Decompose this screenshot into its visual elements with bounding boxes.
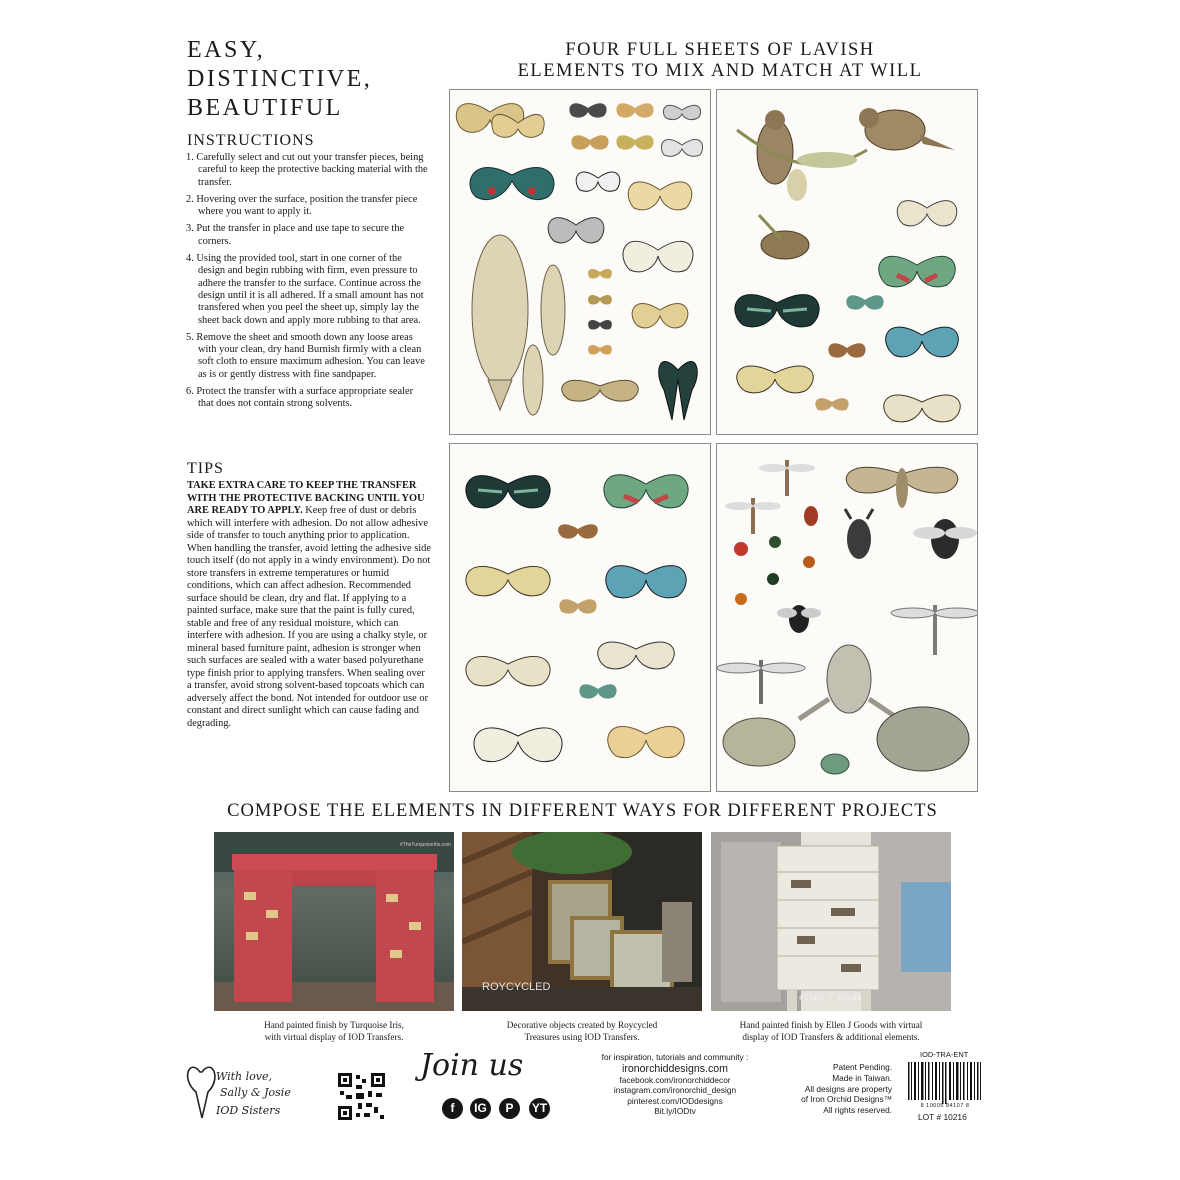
butterfly-icon [466, 656, 550, 685]
beetle-icon [845, 509, 873, 559]
butterfly-icon [466, 476, 550, 508]
frog-icon [821, 754, 849, 774]
frog-icon [877, 707, 969, 771]
beetle-icon [803, 556, 815, 568]
butterfly-icon [606, 566, 686, 598]
tips-heading: TIPS [187, 460, 224, 477]
beetle-icon [767, 573, 779, 585]
butterfly-icon [886, 327, 959, 357]
butterfly-icon [588, 345, 612, 355]
bee-icon [777, 605, 821, 633]
bird-icon [859, 108, 955, 150]
transfer-sheet-birds-butterflies [716, 89, 978, 435]
beetle-icon [804, 506, 818, 526]
compose-title: COMPOSE THE ELEMENTS IN DIFFERENT WAYS FOR DIFFERENT PROJECTS [227, 801, 938, 821]
butterfly-icon [632, 303, 688, 327]
barcode-number: 8 10005 84107 8 [920, 1103, 970, 1109]
signature-logo [186, 1058, 316, 1128]
butterfly-icon [879, 256, 955, 287]
transfer-sheet-butterflies [449, 443, 711, 792]
svg-text:With love,: With love, [216, 1070, 272, 1083]
butterfly-icon [735, 295, 819, 327]
butterfly-icon [616, 135, 653, 149]
fish-icon [472, 235, 528, 410]
dragonfly-icon [717, 660, 805, 704]
barcode [902, 1050, 988, 1120]
bird-icon [759, 215, 809, 259]
community-links [580, 1052, 770, 1117]
dragonfly-icon [725, 498, 781, 534]
butterfly-icon [659, 362, 698, 420]
moth-icon [558, 524, 598, 538]
butterfly-icon [579, 684, 616, 698]
instruction-step: 1. Carefully select and cut out your transfer pieces, being careful to keep the protective backing material with the transfer. [186, 152, 428, 188]
youtube-link[interactable]: Bit.ly/IODtv [654, 1106, 696, 1117]
butterfly-icon [598, 642, 674, 669]
butterfly-icon [588, 269, 612, 279]
butterfly-icon [815, 398, 848, 410]
moth-icon [562, 380, 638, 401]
caption-line: with virtual display of IOD Transfers. [264, 1032, 404, 1042]
butterfly-icon [466, 566, 550, 595]
legal-line: All rights reserved. [823, 1105, 892, 1116]
project-photo-frames [462, 832, 702, 1011]
sku-code: IOD-TRA-ENT [920, 1050, 969, 1059]
photo-watermark: #TheTurquoiseIris.com [400, 842, 451, 848]
desk-illustration [214, 832, 454, 1011]
butterfly-icon [628, 182, 691, 210]
photo-watermark: ellen j goods [799, 994, 862, 1003]
photo-caption [462, 1019, 702, 1043]
instructions-list [186, 152, 430, 416]
butterfly-icon [588, 295, 612, 305]
photo-caption [214, 1019, 454, 1043]
caption-line: Hand painted finish by Ellen J Goods with virtual [739, 1020, 923, 1030]
facebook-icon[interactable]: f [442, 1098, 463, 1119]
website-link[interactable]: ironorchiddesigns.com [622, 1062, 728, 1075]
butterfly-icon [663, 105, 700, 119]
instructions-heading: INSTRUCTIONS [187, 132, 315, 149]
tips-paragraph [187, 480, 431, 730]
sheets-title-line: ELEMENTS TO MIX AND MATCH AT WILL [517, 61, 923, 81]
instagram-link[interactable]: instagram.com/ironorchid_design [613, 1085, 737, 1096]
project-photo-dresser [711, 832, 951, 1011]
instruction-step: 6. Protect the transfer with a surface appropriate sealer that does not contain strong solvents. [186, 386, 414, 410]
butterfly-icon [884, 395, 960, 422]
butterfly-icon [569, 103, 606, 117]
project-photo-desk [214, 832, 454, 1011]
headline-line: EASY, [187, 37, 266, 63]
sheet-illustrations [717, 90, 977, 434]
fish-icon [541, 265, 565, 355]
legal-line: Made in Taiwan. [832, 1072, 892, 1083]
fish-icon [523, 345, 543, 415]
legal-line: Patent Pending. [832, 1062, 892, 1072]
instruction-step: 2. Hovering over the surface, position the transfer piece where you want to apply it. [186, 193, 418, 218]
sheets-title [440, 40, 1000, 82]
pinterest-link[interactable]: pinterest.com/IODdesigns [627, 1095, 723, 1106]
butterfly-icon [828, 343, 865, 357]
photo-caption [711, 1019, 951, 1043]
headline [187, 36, 437, 123]
sheets-title-line: FOUR FULL SHEETS OF LAVISH [565, 40, 875, 60]
join-us-label: Join us [420, 1048, 524, 1083]
tips-bold-lead: TAKE EXTRA CARE TO KEEP THE TRANSFER WITH THE PROTECTIVE BACKING UNTIL YOU ARE READY TO APPLY. [187, 480, 425, 516]
lot-number: LOT # 10216 [918, 1112, 967, 1122]
butterfly-icon [571, 135, 608, 149]
beetle-icon [913, 519, 977, 559]
butterfly-icon [548, 218, 604, 243]
tips-body-text: Keep free of dust or debris which will interfere with adhesion. Do not allow adhesive side of transfer to touch anything prior to application. When handling the transfer, avoid letting the adhesive side touch itself (do not apply in a windy environment). Do not store transfers in extreme temperatures or humid conditions, which can affect adhesion. Recommended surface should be clean, dry and flat. If applying to a painted surface, make sure that the paint is fully cured, stable and free of any residual moisture, which can interfere with adhesion. If you are using a chalky style, or mineral based furniture paint, adhesion is stronger when such surfaces are sealed with a water based polyurethane type finish prior to applying transfers. When sealing over a transfer, avoid strong solvent-based topcoats which can adversely affect the bond. Not intended for outdoor use or constant and direct sunlight which can cause fading and degrading. [187, 505, 431, 729]
moth-icon [846, 467, 957, 508]
sheet-illustrations [717, 444, 977, 791]
butterfly-icon [737, 366, 813, 393]
frames-illustration [462, 832, 702, 1011]
caption-line: Treasures using IOD Transfers. [524, 1032, 640, 1042]
sheet-illustrations [450, 90, 710, 434]
qr-code-icon [338, 1073, 385, 1120]
svg-text:Sally & Josie: Sally & Josie [220, 1086, 291, 1099]
legal-line: All designs are property [804, 1083, 892, 1094]
dresser-illustration [711, 832, 951, 1011]
butterfly-icon [474, 728, 562, 762]
transfer-sheet-butterflies-fish [449, 89, 711, 435]
butterfly-icon [661, 139, 702, 156]
instruction-step: 3. Put the transfer in place and use tape to secure the corners. [186, 223, 405, 247]
branch-icon [737, 130, 867, 201]
ladybug-icon [735, 593, 747, 605]
headline-line: DISTINCTIVE, [187, 66, 373, 92]
butterfly-icon [608, 726, 684, 757]
frog-icon [723, 718, 795, 766]
instagram-icon[interactable]: IG [470, 1098, 491, 1119]
butterfly-icon [576, 172, 620, 191]
caption-line: Decorative objects created by Roycycled [506, 1020, 658, 1030]
instruction-step: 4. Using the provided tool, start in one corner of the design and begin rubbing with firm, even pressure to adhere the transfer to the surface. Continue across the design until it is all adhered. If a small amount has not transfered when you peel the sheet up, simply lay the sheet back down and apply more rubbing to that area. [186, 253, 424, 326]
instruction-step: 5. Remove the sheet and smooth down any loose areas with your clean, dry hand Burnish firmly with a clean soft cloth to ensure maximum adhesion. You can leave as is or gently distress with fine sandpaper. [186, 331, 425, 380]
headline-line: BEAUTIFUL [187, 95, 343, 121]
caption-line: Hand painted finish by Turquoise Iris, [264, 1020, 404, 1030]
butterfly-icon [588, 320, 612, 330]
beetle-icon [769, 536, 781, 548]
legal-notice [787, 1062, 892, 1116]
butterfly-icon [604, 475, 688, 508]
butterfly-icon [623, 241, 693, 272]
ladybug-icon [734, 542, 748, 556]
butterfly-icon [470, 167, 554, 199]
butterfly-icon [846, 295, 883, 309]
caption-line: display of IOD Transfers & additional elements. [742, 1032, 920, 1042]
heart-icon [186, 1058, 316, 1128]
facebook-link[interactable]: facebook.com/ironorchiddecor [619, 1074, 731, 1085]
sheet-illustrations [450, 444, 710, 791]
barcode-icon [902, 1050, 988, 1120]
pinterest-icon[interactable]: P [499, 1098, 520, 1119]
qr-code[interactable] [338, 1073, 385, 1120]
butterfly-icon [616, 103, 653, 117]
svg-text:IOD Sisters: IOD Sisters [216, 1104, 281, 1117]
frog-icon [799, 645, 899, 719]
dragonfly-icon [759, 460, 815, 496]
transfer-sheet-insects-frogs [716, 443, 978, 792]
dragonfly-icon [891, 605, 977, 655]
community-intro: for inspiration, tutorials and community : [601, 1052, 749, 1062]
youtube-icon[interactable]: YT [529, 1098, 550, 1119]
photo-watermark: ROYCYCLED [482, 981, 551, 993]
legal-line: of Iron Orchid Designs™ [801, 1094, 892, 1105]
butterfly-icon [897, 201, 957, 226]
butterfly-icon [559, 599, 596, 613]
